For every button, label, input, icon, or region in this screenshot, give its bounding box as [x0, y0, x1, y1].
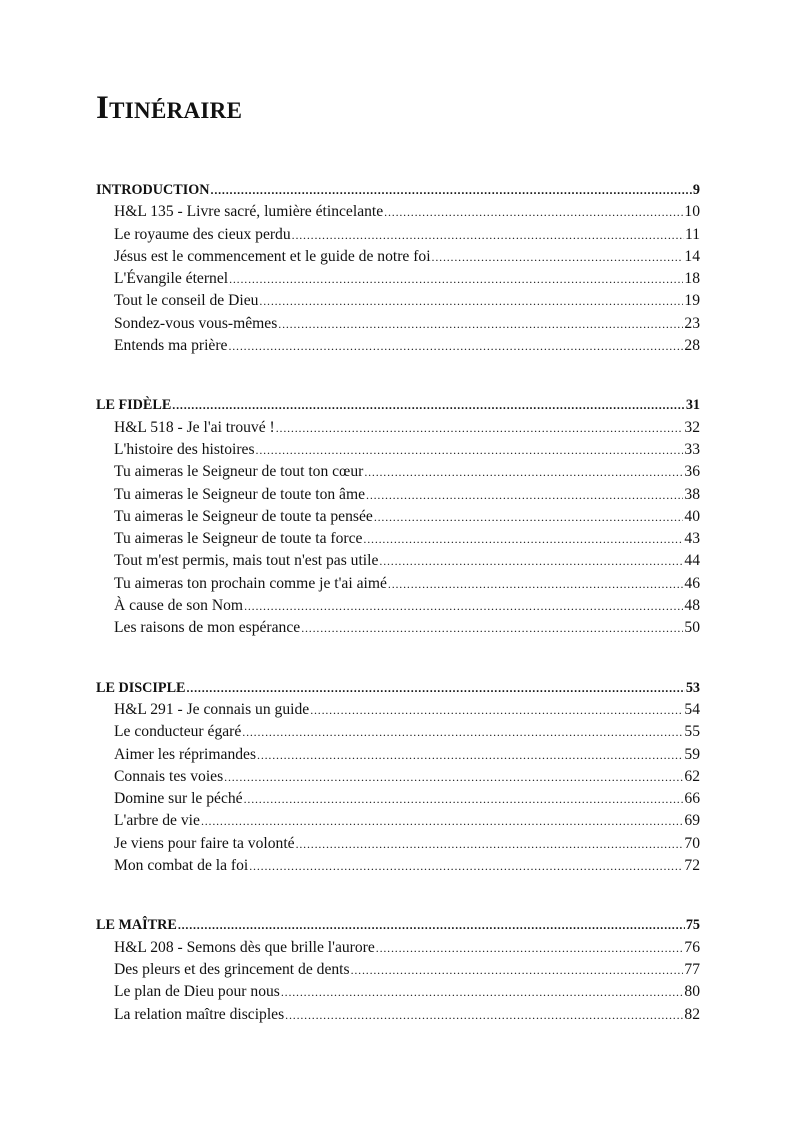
toc-entry-page-number: 46: [684, 574, 700, 592]
dot-leader: [244, 789, 684, 810]
toc-entry: [96, 595, 700, 617]
toc-entry: [96, 788, 700, 810]
dot-leader: [259, 291, 683, 312]
toc-entry-page-number: 72: [684, 857, 700, 875]
dot-leader: [374, 507, 684, 528]
section-heading: [96, 678, 700, 699]
toc-entry: [96, 224, 700, 246]
toc-entry: [96, 484, 700, 506]
dot-leader: [388, 574, 684, 595]
toc-entry-page-number: 40: [684, 507, 700, 525]
toc-entry: [96, 855, 700, 877]
dot-leader: [351, 960, 684, 981]
toc-entry: [96, 1004, 700, 1026]
toc-section: [96, 395, 700, 639]
toc-entry-label: Tu aimeras le Seigneur de toute ta pensée: [114, 507, 373, 525]
toc-entry-page-number: 77: [684, 960, 700, 978]
toc-entry-page-number: 54: [684, 700, 700, 718]
toc-entry-page-number: 80: [684, 983, 700, 1001]
toc-entry-label: L'arbre de vie: [114, 812, 200, 830]
dot-leader: [278, 314, 683, 335]
toc-entry-label: H&L 291 - Je connais un guide: [114, 700, 310, 718]
toc-entry-label: Tout le conseil de Dieu: [114, 292, 259, 310]
toc-entry: [96, 981, 700, 1003]
dot-leader: [178, 915, 685, 936]
toc-entry: [96, 268, 700, 290]
toc-entry-page-number: 23: [684, 314, 700, 332]
toc-entry: [96, 335, 700, 357]
toc-entry: [96, 201, 700, 223]
toc-entry: [96, 744, 700, 766]
toc-entry: [96, 461, 700, 483]
toc-entry-label: Tu aimeras le Seigneur de toute ta force: [114, 530, 363, 548]
toc-entry-label: H&L 208 - Semons dès que brille l'aurore: [114, 938, 375, 956]
toc-entry-label: L'Évangile éternel: [114, 270, 229, 288]
dot-leader: [244, 596, 683, 617]
toc-entry-page-number: 14: [684, 247, 700, 265]
toc-entry-label: H&L 518 - Je l'ai trouvé !: [114, 418, 275, 436]
toc-entry-label: À cause de son Nom: [114, 597, 244, 615]
toc-entry: [96, 246, 700, 268]
toc-entry-page-number: 50: [684, 619, 700, 637]
toc-entry-page-number: 32: [684, 418, 700, 436]
toc-entry: [96, 617, 700, 639]
toc-entry-page-number: 59: [684, 745, 700, 763]
toc-entry-label: Le plan de Dieu pour nous: [114, 983, 280, 1001]
dot-leader: [249, 856, 683, 877]
dot-leader: [276, 418, 684, 439]
dot-leader: [211, 180, 692, 201]
toc-entry: [96, 506, 700, 528]
dot-leader: [292, 225, 684, 246]
toc-entry-label: L'histoire des histoires: [114, 440, 255, 458]
toc-entry: [96, 417, 700, 439]
toc-entry: [96, 573, 700, 595]
toc-entry-label: Mon combat de la foi: [114, 857, 249, 875]
toc-entry-label: Connais tes voies: [114, 767, 224, 785]
toc-entry: [96, 313, 700, 335]
dot-leader: [376, 938, 684, 959]
dot-leader: [257, 745, 683, 766]
section-heading-label: LE DISCIPLE: [96, 679, 186, 696]
section-heading-label: LE MAÎTRE: [96, 917, 177, 934]
toc-entry-label: Tu aimeras le Seigneur de toute ton âme: [114, 485, 366, 503]
toc-entry: [96, 937, 700, 959]
dot-leader: [296, 834, 684, 855]
dot-leader: [432, 247, 684, 268]
toc-entry: [96, 721, 700, 743]
toc-section: [96, 180, 700, 357]
toc-entry-page-number: 48: [684, 597, 700, 615]
dot-leader: [224, 767, 683, 788]
toc-entry-page-number: 19: [684, 292, 700, 310]
dot-leader: [379, 551, 683, 572]
toc-entry: [96, 550, 700, 572]
toc-entry-page-number: 18: [684, 270, 700, 288]
toc-section: [96, 915, 700, 1025]
dot-leader: [242, 722, 683, 743]
toc-entry-label: Le conducteur égaré: [114, 723, 242, 741]
toc-entry-page-number: 55: [684, 723, 700, 741]
toc-entry-label: Aimer les réprimandes: [114, 745, 257, 763]
section-heading-page-number: 31: [685, 397, 700, 414]
toc-entry-label: Domine sur le péché: [114, 790, 243, 808]
section-heading-page-number: 9: [692, 182, 700, 198]
dot-leader: [301, 618, 683, 639]
toc-entry: [96, 833, 700, 855]
toc-entry-page-number: 76: [684, 938, 700, 956]
dot-leader: [187, 678, 685, 699]
toc-entry-label: Tout m'est permis, mais tout n'est pas utile: [114, 552, 379, 570]
section-heading-page-number: 75: [685, 917, 700, 934]
section-heading: [96, 915, 700, 936]
dot-leader: [364, 462, 683, 483]
dot-leader: [366, 485, 683, 506]
section-heading-page-number: 53: [685, 679, 700, 696]
toc-entry: [96, 528, 700, 550]
section-heading-label: LE FIDÈLE: [96, 397, 172, 414]
toc-entry-page-number: 66: [684, 790, 700, 808]
toc-entry: [96, 766, 700, 788]
toc-entry-page-number: 11: [684, 225, 700, 243]
dot-leader: [310, 700, 683, 721]
toc-entry-page-number: 36: [684, 463, 700, 481]
toc-entry-label: La relation maître disciples: [114, 1005, 285, 1023]
toc-entry-label: Entends ma prière: [114, 337, 228, 355]
table-of-contents: [96, 180, 700, 1064]
toc-entry-label: Jésus est le commencement et le guide de notre foi: [114, 247, 431, 265]
dot-leader: [384, 202, 683, 223]
dot-leader: [256, 440, 684, 461]
toc-section: [96, 678, 700, 878]
toc-entry-page-number: 38: [684, 485, 700, 503]
toc-entry-page-number: 43: [684, 530, 700, 548]
toc-entry: [96, 699, 700, 721]
toc-entry-page-number: 28: [684, 337, 700, 355]
toc-entry-page-number: 33: [684, 440, 700, 458]
dot-leader: [172, 395, 685, 416]
toc-entry-page-number: 82: [684, 1005, 700, 1023]
toc-entry-label: Les raisons de mon espérance: [114, 619, 301, 637]
toc-entry-page-number: 62: [684, 767, 700, 785]
dot-leader: [281, 982, 684, 1003]
toc-entry-page-number: 69: [684, 812, 700, 830]
page-title: Itinéraire: [96, 90, 243, 126]
dot-leader: [228, 336, 683, 357]
dot-leader: [229, 269, 683, 290]
dot-leader: [201, 811, 683, 832]
toc-entry: [96, 959, 700, 981]
section-heading-label: INTRODUCTION: [96, 182, 210, 198]
section-heading: [96, 395, 700, 416]
toc-entry-label: Sondez-vous vous-mêmes: [114, 314, 278, 332]
toc-entry-page-number: 44: [684, 552, 700, 570]
toc-entry-page-number: 70: [684, 834, 700, 852]
dot-leader: [285, 1005, 683, 1026]
toc-entry-label: H&L 135 - Livre sacré, lumière étincelante: [114, 203, 384, 221]
toc-entry-label: Le royaume des cieux perdu: [114, 225, 291, 243]
toc-entry: [96, 810, 700, 832]
toc-entry-page-number: 10: [684, 203, 700, 221]
toc-entry-label: Tu aimeras le Seigneur de tout ton cœur: [114, 463, 364, 481]
toc-entry: [96, 439, 700, 461]
section-heading: [96, 180, 700, 201]
toc-entry-label: Je viens pour faire ta volonté: [114, 834, 295, 852]
dot-leader: [363, 529, 683, 550]
toc-entry: [96, 290, 700, 312]
toc-entry-label: Des pleurs et des grincement de dents: [114, 960, 350, 978]
toc-entry-label: Tu aimeras ton prochain comme je t'ai aimé: [114, 574, 387, 592]
